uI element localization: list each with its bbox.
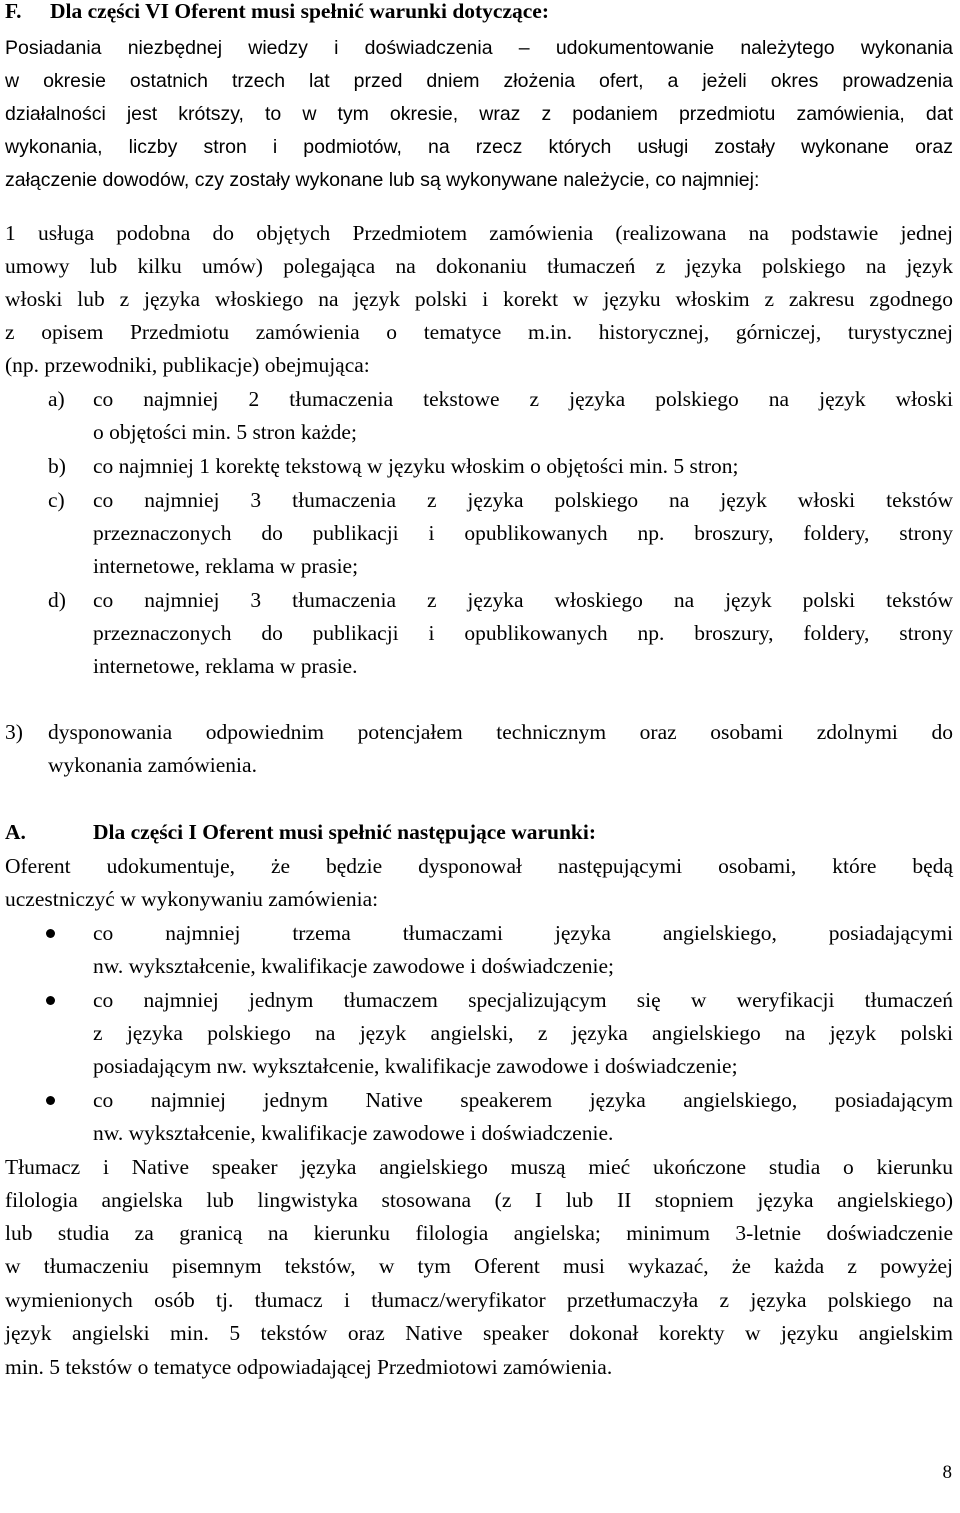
- bullet-item-line: co najmniej trzema tłumaczami języka angielskiego, posiadającymi: [93, 921, 953, 945]
- paragraph-line: z opisem Przedmiotu zamówienia o tematyce m.in. historycznej, górniczej, turystycznej: [5, 320, 953, 344]
- paragraph-line: wykonania, liczby stron i podmiotów, na rzecz których usługi zostały wykonane oraz: [5, 136, 953, 158]
- bullet-item-line: posiadającym nw. wykształcenie, kwalifikacje zawodowe i doświadczenie;: [93, 1054, 738, 1078]
- bullet-icon: [46, 1096, 55, 1105]
- paragraph-line: 1 usługa podobna do objętych Przedmiotem zamówienia (realizowana na podstawie jednej: [5, 221, 953, 245]
- paragraph-line: wymienionych osób tj. tłumacz i tłumacz/weryfikator przetłumaczyła z języka polskiego na: [5, 1288, 953, 1312]
- list-marker: b): [48, 454, 66, 478]
- paragraph-line: min. 5 tekstów o tematyce odpowiadającej Przedmiotowi zamówienia.: [5, 1355, 613, 1379]
- paragraph-line: (np. przewodniki, publikacje) obejmująca:: [5, 353, 370, 377]
- list-item-line: co najmniej 3 tłumaczenia z języka włoskiego na język polski tekstów: [93, 588, 953, 612]
- paragraph-line: Posiadania niezbędnej wiedzy i doświadczenia – udokumentowanie należytego wykonania: [5, 37, 953, 59]
- section-f-marker: F.: [5, 0, 22, 23]
- paragraph-line: umowy lub kilku umów) polegająca na dokonaniu tłumaczeń z języka polskiego na język: [5, 254, 953, 278]
- list-item-line: przeznaczonych do publikacji i opublikowanych np. broszury, foldery, strony: [93, 521, 953, 545]
- bullet-icon: [46, 996, 55, 1005]
- list-item-line: przeznaczonych do publikacji i opublikowanych np. broszury, foldery, strony: [93, 621, 953, 645]
- bullet-item-line: nw. wykształcenie, kwalifikacje zawodowe i doświadczenie.: [93, 1121, 614, 1145]
- paragraph-line: w tłumaczeniu pisemnym tekstów, w tym Oferent musi wykazać, że każda z powyżej: [5, 1254, 953, 1278]
- paragraph-line: język angielski min. 5 tekstów oraz Native speaker dokonał korekty w języku angielskim: [5, 1321, 953, 1345]
- bullet-item-line: co najmniej jednym Native speakerem języka angielskiego, posiadającym: [93, 1088, 953, 1112]
- list-item-line: co najmniej 1 korektę tekstową w języku włoskim o objętości min. 5 stron;: [93, 454, 739, 478]
- list-marker: 3): [5, 720, 23, 744]
- paragraph-line: włoski lub z języka włoskiego na język polski i korekt w języku włoskim z zakresu zgodnego: [5, 287, 953, 311]
- list-item-line: internetowe, reklama w prasie.: [93, 654, 358, 678]
- section-a-marker: A.: [5, 820, 26, 844]
- bullet-icon: [46, 929, 55, 938]
- bullet-item-line: z języka polskiego na język angielski, z języka angielskiego na język polski: [93, 1021, 953, 1045]
- section-f-heading: Dla części VI Oferent musi spełnić warunki dotyczące:: [50, 0, 550, 23]
- list-item-line: co najmniej 2 tłumaczenia tekstowe z języka polskiego na język włoski: [93, 387, 953, 411]
- section-a-heading: Dla części I Oferent musi spełnić następujące warunki:: [93, 820, 597, 844]
- list-marker: d): [48, 588, 66, 612]
- paragraph-line: Oferent udokumentuje, że będzie dysponował następującymi osobami, które będą: [5, 854, 953, 878]
- paragraph-line: uczestniczyć w wykonywaniu zamówienia:: [5, 887, 379, 911]
- list-item-line: dysponowania odpowiednim potencjałem technicznym oraz osobami zdolnymi do: [48, 720, 953, 744]
- paragraph-line: w okresie ostatnich trzech lat przed dniem złożenia ofert, a jeżeli okres prowadzenia: [5, 70, 953, 92]
- list-item-line: wykonania zamówienia.: [48, 753, 257, 777]
- bullet-item-line: co najmniej jednym tłumaczem specjalizującym się w weryfikacji tłumaczeń: [93, 988, 953, 1012]
- page-number: 8: [942, 1462, 952, 1483]
- list-item-line: internetowe, reklama w prasie;: [93, 554, 359, 578]
- paragraph-line: Tłumacz i Native speaker języka angielskiego muszą mieć ukończone studia o kierunku: [5, 1155, 953, 1179]
- list-item-line: o objętości min. 5 stron każde;: [93, 420, 357, 444]
- paragraph-line: filologia angielska lub lingwistyka stosowana (z I lub II stopniem języka angielskiego): [5, 1188, 953, 1212]
- list-marker: c): [48, 488, 65, 512]
- bullet-item-line: nw. wykształcenie, kwalifikacje zawodowe i doświadczenie;: [93, 954, 614, 978]
- list-marker: a): [48, 387, 65, 411]
- paragraph-line: działalności jest krótszy, to w tym okresie, wraz z podaniem przedmiotu zamówienia, dat: [5, 103, 953, 125]
- paragraph-line: załączenie dowodów, czy zostały wykonane lub są wykonywane należycie, co najmniej:: [5, 169, 760, 191]
- paragraph-line: lub studia za granicą na kierunku filologia angielska; minimum 3-letnie doświadczenie: [5, 1221, 953, 1245]
- list-item-line: co najmniej 3 tłumaczenia z języka polskiego na język włoski tekstów: [93, 488, 953, 512]
